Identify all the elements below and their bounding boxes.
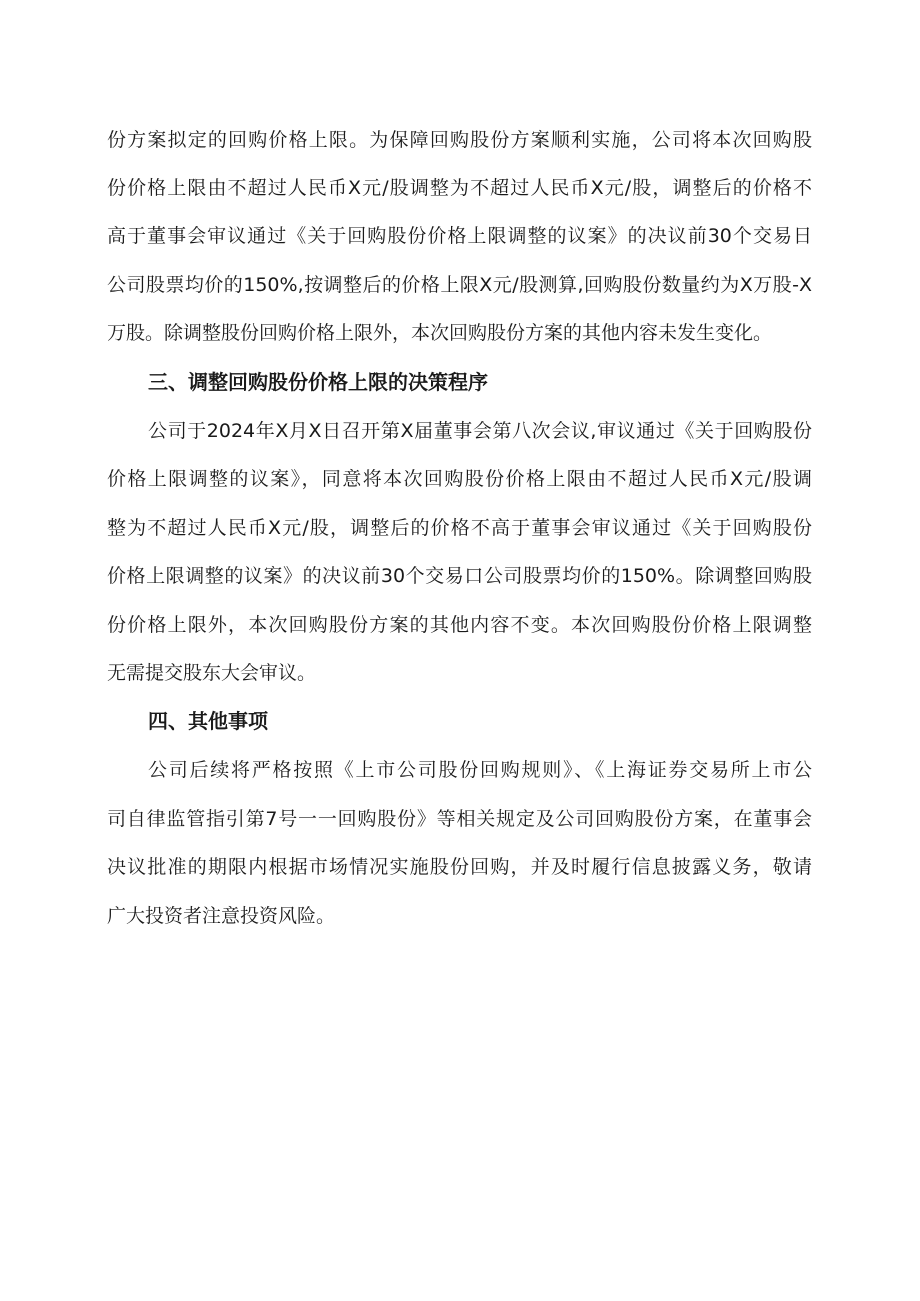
paragraph-line: 价格上限调整的议案》的决议前30个交易口公司股票均价的150%。除调整回购股 (107, 565, 812, 587)
paragraph-line: 公司后续将严格按照《上市公司股份回购规则》、《上海证券交易所上市公 (148, 759, 812, 781)
paragraph-line: 司自律监管指引第7号一一回购股份》等相关规定及公司回购股份方案，在董事会 (107, 808, 812, 830)
paragraph-line: 公司股票均价的150%,按调整后的价格上限X元/股测算,回购股份数量约为X万股-X (107, 274, 812, 296)
section-heading: 四、其他事项 (148, 709, 268, 733)
paragraph-line: 广大投资者注意投资风险。 (107, 905, 336, 927)
paragraph-line: 价格上限调整的议案》，同意将本次回购股份价格上限由不超过人民币X元/股调 (107, 468, 812, 490)
paragraph-line: 高于董事会审议通过《关于回购股份价格上限调整的议案》的决议前30个交易日 (107, 225, 812, 247)
paragraph-line: 公司于2024年X月X日召开第X届董事会第八次会议,审议通过《关于回购股份 (148, 420, 812, 442)
paragraph-line: 份方案拟定的回购价格上限。为保障回购股份方案顺利实施，公司将本次回购股 (107, 129, 812, 151)
paragraph-line: 份价格上限由不超过人民币X元/股调整为不超过人民币X元/股，调整后的价格不 (107, 177, 812, 199)
paragraph-line: 决议批准的期限内根据市场情况实施股份回购，并及时履行信息披露义务，敬请 (107, 856, 812, 878)
paragraph-line: 无需提交股东大会审议。 (107, 662, 317, 684)
paragraph-line: 万股。除调整股份回购价格上限外，本次回购股份方案的其他内容未发生变化。 (107, 322, 773, 344)
paragraph-line: 份价格上限外，本次回购股份方案的其他内容不变。本次回购股份价格上限调整 (107, 614, 812, 636)
paragraph-line: 整为不超过人民币X元/股，调整后的价格不高于董事会审议通过《关于回购股份 (107, 517, 812, 539)
section-heading: 三、调整回购股份价格上限的决策程序 (148, 370, 488, 394)
